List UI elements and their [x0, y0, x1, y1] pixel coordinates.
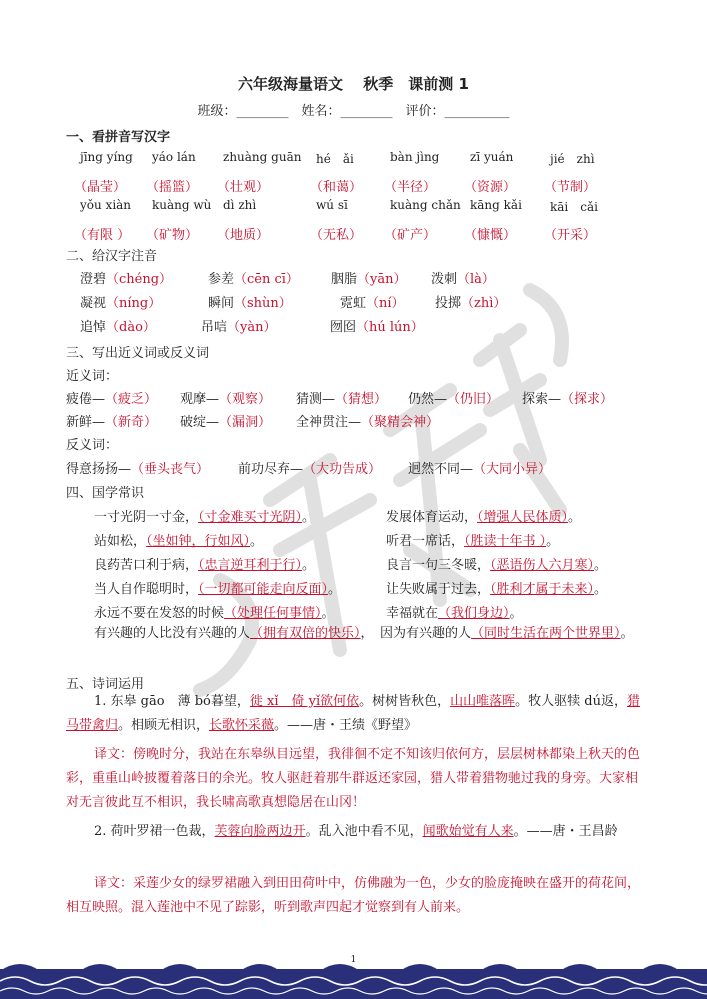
- answer-word: （疲乏）: [105, 392, 158, 407]
- poem-2-answer: 芙蓉向脸两边开: [214, 824, 306, 839]
- proverb-answer: （处理任何事情）: [224, 606, 322, 621]
- proverb-answer: （胜读十年书 ）: [464, 534, 547, 549]
- poem-2-text: 。乱入池中看不见，: [305, 824, 423, 839]
- interest-answer-1: （拥有双倍的快乐）: [250, 626, 361, 641]
- proverb-prompt: 幸福就在: [386, 606, 439, 621]
- pinyin-answer: （shùn）: [234, 296, 292, 311]
- section-2-heading: 二、给汉字注音: [66, 249, 158, 264]
- poem-1-source: 。——唐・王绩《野望》: [274, 718, 418, 733]
- proverb-prompt: 听君一席话，: [386, 534, 465, 549]
- answer-characters: （摇篮）: [146, 180, 199, 195]
- student-info-line: 班级：________ 姓名：________ 评价：__________: [197, 104, 510, 119]
- answer-characters: （晶莹）: [74, 180, 127, 195]
- word-pair: [296, 388, 387, 407]
- interest-text-b: ， 因为有兴趣的人: [360, 626, 472, 641]
- poem-1-answer: 徙 xǐ 倚 yǐ欲何依: [249, 694, 360, 709]
- hanzi-word: 澄碧: [80, 272, 107, 287]
- pinyin-answer: （dào）: [106, 320, 156, 335]
- section-1-heading: 一、看拼音写汉字: [66, 130, 171, 145]
- pinyin-text: wú sī: [316, 198, 348, 212]
- proverb-prompt: 良言一句三冬暖，: [386, 558, 491, 573]
- antonym-label: 反义词：: [66, 438, 119, 453]
- answer-word: （聚精会神）: [361, 415, 440, 430]
- proverb-item: [386, 578, 607, 597]
- answer-characters: （节制）: [544, 180, 597, 195]
- proverb-item: [94, 506, 315, 525]
- pinyin-text: yǒu xiàn: [80, 198, 132, 212]
- word-pair: [238, 458, 381, 477]
- answer-characters: （开采）: [544, 228, 597, 243]
- answer-characters: （壮观）: [217, 180, 270, 195]
- word-pair: [180, 388, 271, 407]
- proverb-answer: （坐如钟，行如风）: [146, 534, 251, 549]
- interest-sentence: [66, 622, 642, 646]
- pinyin-text: jié zhì: [550, 152, 595, 166]
- poem-1-text: 。相顾无相识，: [118, 718, 210, 733]
- proverb-item: [386, 506, 581, 525]
- answer-word: （大同小异）: [473, 462, 552, 477]
- hanzi-word: 囫囵: [330, 320, 357, 335]
- phonetic-item: [435, 292, 506, 311]
- hanzi-word: 瞬间: [208, 296, 235, 311]
- proverb-item: [386, 554, 607, 573]
- poem-1-text: 1. 东皋 gāo 薄 bó暮望，: [94, 694, 250, 709]
- poem-2-answer: 闻歌始觉有人来: [422, 824, 514, 839]
- answer-word: （垂头丧气）: [131, 462, 210, 477]
- phonetic-item: [208, 268, 299, 287]
- proverb-item: [94, 602, 335, 621]
- pinyin-answer: （hú lún）: [356, 320, 424, 335]
- proverb-end: 。: [509, 606, 523, 621]
- word-pair: [408, 458, 551, 477]
- proverb-prompt: 当人自作聪明时，: [94, 582, 199, 597]
- page-title: 六年级海量语文 秋季 课前测 1: [238, 75, 469, 93]
- word-pair: [66, 388, 157, 407]
- source-word: 仍然—: [408, 392, 448, 407]
- answer-characters: （慷慨）: [464, 228, 517, 243]
- proverb-answer: （一切都可能走向反面）: [198, 582, 329, 597]
- pinyin-text: yáo lán: [152, 150, 196, 164]
- pinyin-answer: （chéng）: [106, 272, 173, 287]
- phonetic-item: [80, 268, 172, 287]
- source-word: 疲倦—: [66, 392, 106, 407]
- answer-characters: （矿产）: [384, 228, 437, 243]
- source-word: 探索—: [522, 392, 562, 407]
- word-pair: [296, 411, 439, 430]
- proverb-prompt: 良药苦口利于病，: [94, 558, 199, 573]
- proverb-prompt: 让失败属于过去，: [386, 582, 491, 597]
- phonetic-item: [201, 316, 276, 335]
- proverb-answer: （增强人民体质）: [477, 510, 569, 525]
- phonetic-item: [331, 268, 406, 287]
- answer-word: （大功告成）: [303, 462, 382, 477]
- poem-2: [66, 820, 642, 844]
- hanzi-word: 胭脂: [331, 272, 358, 287]
- phonetic-item: [80, 316, 156, 335]
- source-word: 前功尽弃—: [238, 462, 304, 477]
- phonetic-item: [330, 316, 424, 335]
- answer-characters: （矿物）: [146, 228, 199, 243]
- answer-characters: （无私）: [310, 228, 363, 243]
- proverb-end: 。: [546, 534, 560, 549]
- source-word: 迥然不同—: [408, 462, 474, 477]
- answer-characters: （半径）: [384, 180, 437, 195]
- proverb-end: 。: [568, 510, 582, 525]
- poem-1-text: 。树树皆秋色，: [359, 694, 451, 709]
- pinyin-text: jīng yíng: [80, 150, 133, 164]
- section-3-heading: 三、写出近义词或反义词: [66, 346, 210, 361]
- source-word: 新鲜—: [66, 415, 106, 430]
- proverb-answer: （忠言逆耳利于行）: [198, 558, 303, 573]
- hanzi-word: 投掷: [435, 296, 462, 311]
- phonetic-item: [431, 268, 495, 287]
- translation-1: 译文：傍晚时分，我站在东皋纵目远望，我徘徊不定不知该归依何方，层层树林都染上秋天的色彩，重重山岭披覆着落日的余光。牧人驱赶着那牛群返还家园，猎人带着猎物驰过我的身旁。大家相对无言彼此互不相识，我长啸高歌真想隐居在山冈！: [66, 747, 641, 810]
- source-word: 得意扬扬—: [66, 462, 132, 477]
- section-5-heading: 五、诗词运用: [66, 677, 145, 692]
- proverb-end: 。: [594, 558, 608, 573]
- proverb-end: 。: [321, 606, 335, 621]
- word-pair: [522, 388, 613, 407]
- word-pair: [408, 388, 499, 407]
- answer-word: （观察）: [219, 392, 272, 407]
- proverb-prompt: 发展体育运动，: [386, 510, 478, 525]
- proverb-item: [94, 554, 315, 573]
- pinyin-answer: （yàn）: [227, 320, 277, 335]
- hanzi-word: 凝视: [80, 296, 107, 311]
- answer-word: （漏洞）: [219, 415, 272, 430]
- pinyin-answer: （là）: [457, 272, 495, 287]
- source-word: 猜测—: [296, 392, 336, 407]
- pinyin-text: zī yuán: [470, 150, 514, 164]
- word-pair: [180, 411, 271, 430]
- translation-2: 译文：采莲少女的绿罗裙融入到田田荷叶中，仿佛融为一色，少女的脸庞掩映在盛开的荷花间，相互映照。混入莲池中不见了踪影，听到歌声四起才觉察到有人前来。: [66, 876, 641, 915]
- poem-1-answer: 猎马带禽归: [66, 694, 640, 733]
- answer-characters: （和蔼）: [310, 180, 363, 195]
- pinyin-answer: （níng）: [106, 296, 162, 311]
- proverb-end: 。: [328, 582, 342, 597]
- proverb-prompt: 一寸光阴一寸金，: [94, 510, 199, 525]
- hanzi-word: 追悼: [80, 320, 107, 335]
- proverb-item: [386, 602, 523, 621]
- poem-1-answer: 长歌怀采薇: [209, 718, 275, 733]
- pinyin-answer: （ní）: [366, 296, 405, 311]
- poem-1-answer: 山山唯落晖: [450, 694, 516, 709]
- source-word: 观摩—: [180, 392, 220, 407]
- section-4-heading: 四、国学常识: [66, 486, 145, 501]
- poem-1-text: 。牧人驱犊 dú返，: [515, 694, 627, 709]
- pinyin-text: bàn jìng: [390, 150, 440, 164]
- pinyin-text: kuàng chǎn: [390, 198, 461, 212]
- hanzi-word: 吊唁: [201, 320, 228, 335]
- proverb-prompt: 永远不要在发怒的时候: [94, 606, 225, 621]
- pinyin-text: zhuàng guān: [223, 150, 302, 164]
- phonetic-item: [340, 292, 405, 311]
- proverb-answer: （我们身边）: [438, 606, 510, 621]
- pinyin-text: dì zhì: [223, 198, 257, 212]
- interest-answer-2: （同时生活在两个世界里）: [471, 626, 621, 641]
- answer-word: （新奇）: [105, 415, 158, 430]
- proverb-prompt: 站如松，: [94, 534, 147, 549]
- pinyin-text: kāng kǎi: [470, 198, 522, 212]
- proverb-end: 。: [302, 510, 316, 525]
- pinyin-text: kāi cǎi: [550, 200, 598, 214]
- word-pair: [66, 458, 209, 477]
- poem-1: [66, 690, 642, 738]
- synonym-label: 近义词：: [66, 369, 119, 384]
- pinyin-text: kuàng wù: [152, 198, 212, 212]
- answer-characters: （有限 ）: [74, 228, 131, 243]
- word-pair: [66, 411, 157, 430]
- proverb-end: 。: [250, 534, 264, 549]
- poem-2-source: 。——唐・王昌龄: [513, 824, 618, 839]
- phonetic-item: [80, 292, 161, 311]
- proverb-end: 。: [302, 558, 316, 573]
- answer-characters: （地质）: [217, 228, 270, 243]
- phonetic-item: [208, 292, 292, 311]
- proverb-answer: （恶语伤人六月寒）: [490, 558, 595, 573]
- proverb-item: [386, 530, 559, 549]
- answer-word: （探求）: [561, 392, 614, 407]
- proverb-answer: （寸金难买寸光阴）: [198, 510, 303, 525]
- poem-2-text: 2. 荷叶罗裙一色裁，: [94, 824, 215, 839]
- hanzi-word: 泼刺: [431, 272, 458, 287]
- answer-word: （猜想）: [335, 392, 388, 407]
- proverb-item: [94, 578, 341, 597]
- answer-word: （仍旧）: [447, 392, 500, 407]
- interest-text-a: 有兴趣的人比没有兴趣的人: [94, 626, 251, 641]
- answer-characters: （资源）: [464, 180, 517, 195]
- source-word: 破绽—: [180, 415, 220, 430]
- pinyin-answer: （yān）: [357, 272, 407, 287]
- proverb-end: 。: [594, 582, 608, 597]
- hanzi-word: 霓虹: [340, 296, 367, 311]
- pinyin-answer: （cēn cī）: [234, 272, 299, 287]
- page-number: 1: [350, 955, 357, 965]
- interest-text-end: 。: [620, 626, 634, 641]
- pinyin-text: hé ǎi: [316, 152, 354, 166]
- source-word: 全神贯注—: [296, 415, 362, 430]
- hanzi-word: 参差: [208, 272, 235, 287]
- proverb-item: [94, 530, 263, 549]
- proverb-answer: （胜利才属于未来）: [490, 582, 595, 597]
- pinyin-answer: （zhì）: [461, 296, 507, 311]
